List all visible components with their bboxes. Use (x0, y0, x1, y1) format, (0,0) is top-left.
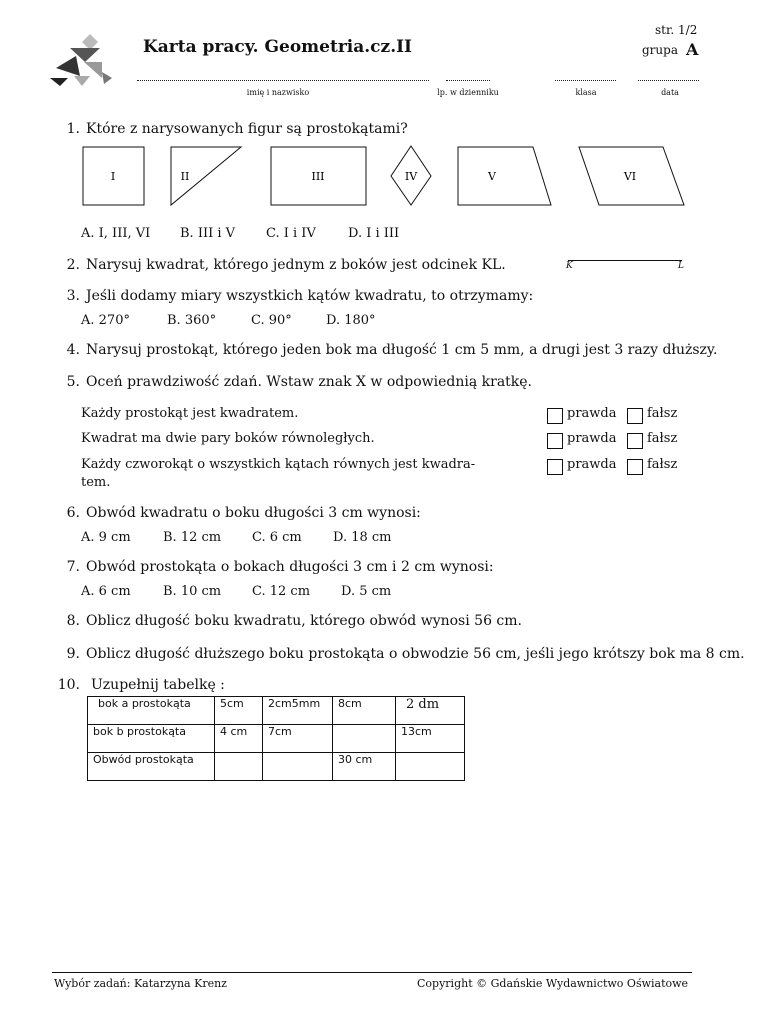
question-text: Narysuj prostokąt, którego jeden bok ma długość 1 cm 5 mm, a drugi jest 3 razy dłuższy. (86, 342, 718, 358)
segment-kl (568, 260, 682, 261)
table-cell: bok a prostokąta (88, 697, 215, 725)
answer-option[interactable]: B. 360° (167, 313, 217, 328)
tangram-logo (48, 32, 114, 88)
name-field[interactable] (137, 80, 429, 81)
question-8 (56, 613, 522, 629)
figure-label: I (110, 170, 116, 183)
figure-label: IV (404, 170, 418, 183)
table-cell: Obwód prostokąta (88, 753, 215, 781)
true-label: prawda (567, 406, 617, 421)
question-4 (56, 342, 717, 358)
question-6 (56, 505, 421, 521)
answer-option[interactable]: A. 6 cm (81, 584, 131, 599)
q7-options (81, 584, 391, 599)
table-cell[interactable]: 8cm (333, 697, 396, 725)
table-cell[interactable]: 4 cm (215, 725, 263, 753)
footer-copyright: Copyright © Gdańskie Wydawnictwo Oświatowe (417, 977, 689, 990)
question-1 (56, 121, 408, 137)
figure-label: V (488, 170, 496, 183)
table-row (88, 725, 465, 753)
question-7 (56, 559, 494, 575)
figures-panel (80, 144, 690, 208)
true-label: prawda (567, 457, 617, 472)
false-checkbox[interactable] (627, 433, 643, 449)
answer-option[interactable]: D. 5 cm (341, 584, 392, 599)
date-field-label: data (661, 88, 679, 97)
false-label: fałsz (647, 457, 678, 472)
class-field-label: klasa (575, 88, 597, 97)
statement-row-continued: tem. (81, 475, 111, 490)
question-9 (56, 646, 745, 662)
question-10 (56, 677, 225, 693)
false-label: fałsz (647, 431, 678, 446)
answer-option[interactable]: B. 10 cm (163, 584, 222, 599)
false-checkbox[interactable] (627, 459, 643, 475)
answer-option[interactable]: A. 270° (81, 313, 130, 328)
figure-label: III (311, 170, 325, 183)
number-field[interactable] (446, 80, 490, 81)
answer-option[interactable]: D. 18 cm (333, 530, 392, 545)
question-text: Obwód kwadratu o boku długości 3 cm wynosi: (86, 505, 421, 521)
question-text: Oblicz długość boku kwadratu, którego obwód wynosi 56 cm. (86, 613, 522, 629)
question-number: 8. (66, 613, 80, 629)
answer-option[interactable]: B. 12 cm (163, 530, 222, 545)
question-3 (56, 288, 533, 304)
class-field[interactable] (555, 80, 616, 81)
question-number: 1. (66, 121, 80, 137)
question-text: Narysuj kwadrat, którego jednym z boków jest odcinek KL. (86, 257, 506, 273)
figure-label: VI (623, 170, 637, 183)
table-cell[interactable]: 13cm (396, 725, 465, 753)
fill-in-table (87, 696, 465, 781)
date-field[interactable] (638, 80, 699, 81)
worksheet-title: Karta pracy. Geometria.cz.II (143, 37, 413, 57)
table-cell[interactable] (333, 725, 396, 753)
point-k-label: K (566, 261, 573, 271)
answer-option[interactable]: D. I i III (348, 226, 400, 241)
false-label: fałsz (647, 406, 678, 421)
statement-row: Każdy prostokąt jest kwadratem. (81, 406, 299, 421)
question-text: Obwód prostokąta o bokach długości 3 cm i 2 cm wynosi: (86, 559, 494, 575)
number-field-label: lp. w dzienniku (437, 88, 499, 97)
question-number: 9. (66, 646, 80, 662)
question-text: Oblicz długość dłuższego boku prostokąta o obwodzie 56 cm, jeśli jego krótszy bok ma 8 cm. (86, 646, 745, 662)
figure-label: II (180, 170, 190, 183)
question-number: 5. (66, 374, 80, 390)
table-row (88, 697, 465, 725)
answer-option[interactable]: C. 90° (251, 313, 292, 328)
group-value: A (686, 40, 699, 59)
point-l-label: L (678, 261, 684, 271)
footer-rule (52, 972, 692, 973)
table-cell[interactable]: 7cm (263, 725, 333, 753)
table-cell[interactable] (215, 753, 263, 781)
table-cell[interactable]: 5cm (215, 697, 263, 725)
table-row (88, 753, 465, 781)
question-text: Jeśli dodamy miary wszystkich kątów kwadratu, to otrzymamy: (86, 288, 534, 304)
question-text: Uzupełnij tabelkę : (91, 677, 225, 693)
q3-options (81, 313, 376, 328)
q1-options (81, 226, 399, 241)
answer-option[interactable]: A. 9 cm (81, 530, 131, 545)
answer-option[interactable]: C. 12 cm (252, 584, 311, 599)
answer-option[interactable]: B. III i V (180, 226, 236, 241)
true-checkbox[interactable] (547, 408, 563, 424)
table-cell[interactable]: 2 dm (396, 697, 465, 725)
question-text: Oceń prawdziwość zdań. Wstaw znak X w odpowiednią kratkę. (86, 374, 533, 390)
footer-author: Wybór zadań: Katarzyna Krenz (54, 977, 227, 990)
question-number: 3. (66, 288, 80, 304)
true-checkbox[interactable] (547, 459, 563, 475)
table-cell[interactable] (263, 753, 333, 781)
answer-option[interactable]: C. I i IV (266, 226, 316, 241)
true-checkbox[interactable] (547, 433, 563, 449)
page-number: str. 1/2 (655, 23, 698, 37)
table-cell[interactable]: 30 cm (333, 753, 396, 781)
answer-option[interactable]: D. 180° (326, 313, 376, 328)
question-number: 7. (66, 559, 80, 575)
statement-row: Każdy czworokąt o wszystkich kątach równych jest kwadra- (81, 457, 476, 472)
table-cell: bok b prostokąta (88, 725, 215, 753)
question-number: 2. (66, 257, 80, 273)
q6-options (81, 530, 392, 545)
answer-option[interactable]: C. 6 cm (252, 530, 302, 545)
question-number: 6. (66, 505, 80, 521)
table-cell[interactable]: 2cm5mm (263, 697, 333, 725)
question-number: 4. (66, 342, 80, 358)
false-checkbox[interactable] (627, 408, 643, 424)
figure-trapezoid (458, 147, 551, 205)
table-cell[interactable] (396, 753, 465, 781)
answer-option[interactable]: A. I, III, VI (81, 226, 151, 241)
question-2 (56, 257, 506, 273)
true-label: prawda (567, 431, 617, 446)
statement-row: Kwadrat ma dwie pary boków równoległych. (81, 431, 375, 446)
question-number: 10. (57, 677, 80, 693)
question-text: Które z narysowanych figur są prostokątami? (86, 121, 408, 137)
group-label: grupa (642, 43, 678, 57)
name-field-label: imię i nazwisko (246, 88, 310, 97)
question-5 (56, 374, 532, 390)
